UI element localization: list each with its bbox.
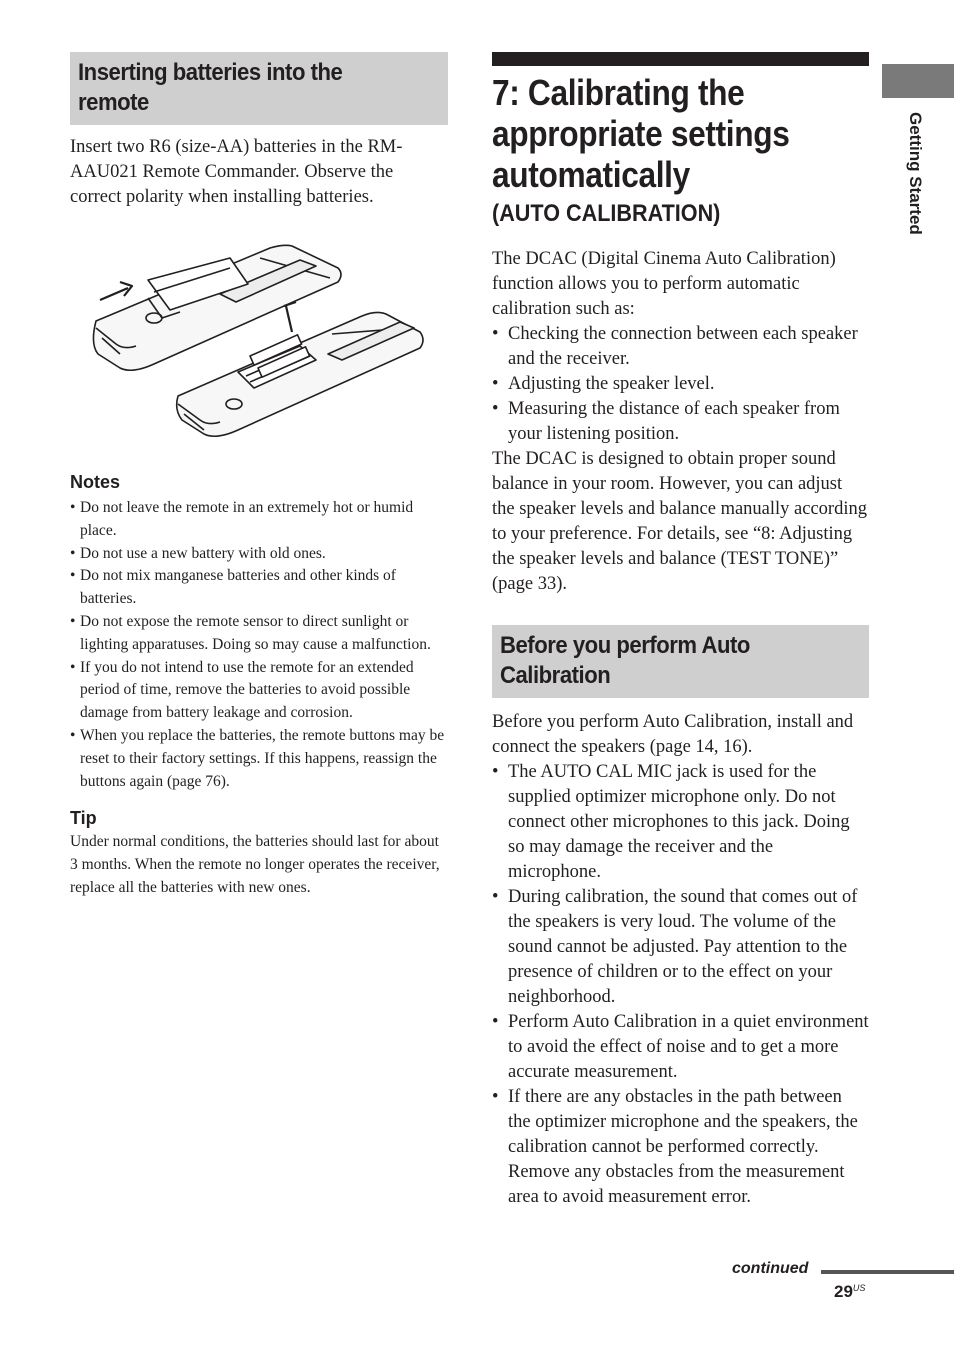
before-calibration-heading [492,625,869,698]
batteries-heading [70,52,448,125]
before-heading-line-2: Calibration [500,662,611,689]
left-column [70,52,448,900]
before-bullet: • If there are any obstacles in the path between the optimizer microphone and the speakers, the calibration cannot be performed correctly. Remove any obstacles from the measurement area to avoid measurement error. [492,1085,869,1210]
dcac-paragraph: The DCAC is designed to obtain proper sound balance in your room. However, you can adjust the speaker levels and balance manually according to your preference. For details, see “8: Adjusting the speaker levels and balance (TEST TONE)” (page 33). [492,449,867,594]
continued-label: continued [732,1260,809,1277]
note-item: • Do not leave the remote in an extremely hot or humid place. [70,497,448,543]
before-bullet: • The AUTO CAL MIC jack is used for the supplied optimizer microphone only. Do not connect other microphones to this jack. Doing so may damage the receiver and the microphone. [492,760,869,885]
note-item: • Do not expose the remote sensor to direct sunlight or lighting apparatuses. Doing so may cause a malfunction. [70,611,448,657]
note-item: • When you replace the batteries, the remote buttons may be reset to their factory settings. If this happens, reassign the buttons again (page 76). [70,725,448,793]
before-intro: Before you perform Auto Calibration, install and connect the speakers (page 14, 16). [492,712,854,757]
dcac-bullet: • Measuring the distance of each speaker from your listening position. [492,397,869,447]
chapter-title-line-3: automatically [492,154,690,195]
chapter-subtitle [492,199,869,229]
batteries-heading-line-1: Inserting batteries into the [78,59,343,86]
remote-battery-diagram [70,236,448,451]
before-bullets [492,760,869,1210]
chapter-subtitle-text: (AUTO CALIBRATION) [492,200,721,227]
tip-text: Under normal conditions, the batteries should last for about 3 months. When the remote no longer operates the receiver, replace all the batteries with new ones. [70,833,440,896]
chapter-title-line-1: 7: Calibrating the [492,72,745,113]
notes-heading: Notes [70,472,121,492]
chapter-title [492,72,869,195]
title-rule [492,52,869,66]
page-number [834,1282,865,1302]
before-bullet: • During calibration, the sound that comes out of the speakers is very loud. The volume of the sound cannot be adjusted. Pay attention to the presence of children or to the effect on your neighborhood. [492,885,869,1010]
before-bullet: • Perform Auto Calibration in a quiet environment to avoid the effect of noise and to get a more accurate measurement. [492,1010,869,1085]
remote-illustration [70,236,448,451]
dcac-bullet: • Checking the connection between each speaker and the receiver. [492,322,869,372]
notes-list [70,497,448,793]
dcac-bullets [492,322,869,447]
dcac-bullet: • Adjusting the speaker level. [492,372,869,397]
batteries-intro: Insert two R6 (size-AA) batteries in the RM-AAU021 Remote Commander. Observe the correct polarity when installing batteries. [70,137,403,207]
note-item: • Do not use a new battery with old ones. [70,543,448,566]
note-item: • If you do not intend to use the remote for an extended period of time, remove the batteries to avoid possible damage from battery leakage and corrosion. [70,657,448,725]
note-item: • Do not mix manganese batteries and other kinds of batteries. [70,565,448,611]
dcac-intro: The DCAC (Digital Cinema Auto Calibration) function allows you to perform automatic calibration such as: [492,249,836,319]
side-tab-label: Getting Started [906,112,925,235]
side-tab-marker [882,64,954,98]
page-number-suffix: US [852,1283,866,1293]
chapter-title-line-2: appropriate settings [492,113,790,154]
continued-rule [821,1270,954,1274]
page-number-value: 29 [834,1282,853,1301]
batteries-heading-line-2: remote [78,89,149,116]
tip-heading: Tip [70,808,97,829]
right-column [492,52,869,1210]
before-heading-line-1: Before you perform Auto [500,632,750,659]
